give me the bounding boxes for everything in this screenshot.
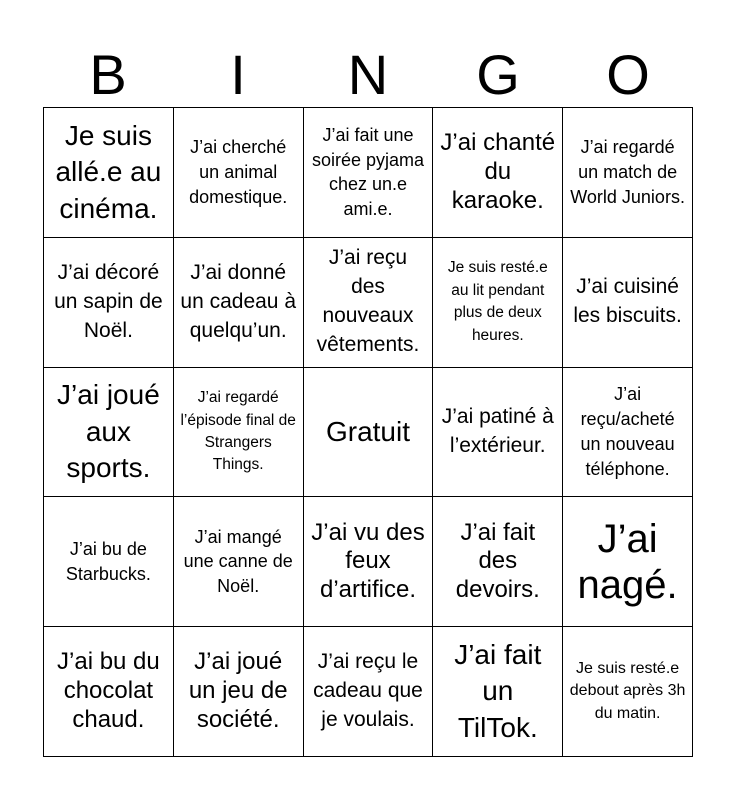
bingo-cell-text: J’ai donné un cadeau à quelqu’un. bbox=[180, 260, 296, 342]
header-letter-i: I bbox=[230, 43, 246, 106]
bingo-cell-text: J’ai décoré un sapin de Noël. bbox=[54, 260, 163, 342]
bingo-cell[interactable] bbox=[304, 497, 434, 627]
bingo-cell[interactable] bbox=[563, 108, 693, 238]
bingo-cell-text: J’ai vu des feux d’artifice. bbox=[311, 518, 425, 604]
header-letter-o: O bbox=[606, 43, 650, 106]
bingo-cell[interactable] bbox=[44, 497, 174, 627]
bingo-cell[interactable] bbox=[304, 627, 434, 757]
bingo-cell-text: Gratuit bbox=[325, 415, 410, 447]
bingo-cell[interactable] bbox=[44, 627, 174, 757]
bingo-cell-text: J’ai regardé un match de World Juniors. bbox=[570, 137, 685, 207]
bingo-cell[interactable] bbox=[174, 238, 304, 368]
bingo-cell[interactable] bbox=[44, 368, 174, 498]
header-letter-n: N bbox=[347, 43, 389, 106]
bingo-cell-text: J’ai regardé l’épisode final de Strangers Things. bbox=[180, 389, 296, 474]
bingo-cell[interactable] bbox=[304, 108, 434, 238]
bingo-cell[interactable] bbox=[563, 238, 693, 368]
bingo-cell-text: J’ai chanté du karaoke. bbox=[440, 129, 556, 214]
bingo-grid bbox=[43, 107, 693, 757]
bingo-cell-text: J’ai joué un jeu de société. bbox=[188, 648, 288, 733]
bingo-cell[interactable] bbox=[433, 238, 563, 368]
header-letter-b: B bbox=[89, 43, 127, 106]
bingo-cell-text: Je suis allé.e au cinéma. bbox=[55, 119, 162, 224]
bingo-cell-text: J’ai fait une soirée pyjama chez un.e ami.e. bbox=[311, 124, 425, 220]
bingo-cell-text: J’ai reçu/acheté un nouveau téléphone. bbox=[580, 384, 675, 479]
bingo-cell[interactable] bbox=[433, 497, 563, 627]
bingo-cell-text: J’ai bu du chocolat chaud. bbox=[57, 648, 160, 733]
header-letter-g: G bbox=[476, 43, 520, 106]
bingo-cell[interactable] bbox=[433, 108, 563, 238]
bingo-cell-text: J’ai joué aux sports. bbox=[57, 379, 160, 484]
bingo-cell[interactable] bbox=[563, 368, 693, 498]
bingo-cell-text: J’ai cuisiné les biscuits. bbox=[573, 275, 682, 328]
bingo-header bbox=[43, 40, 693, 110]
bingo-cell[interactable] bbox=[433, 627, 563, 757]
bingo-cell-text: J’ai fait un TilTok. bbox=[454, 639, 542, 743]
bingo-cell-text: J’ai bu de Starbucks. bbox=[65, 538, 151, 584]
bingo-cell[interactable] bbox=[304, 238, 434, 368]
bingo-cell-text: Je suis resté.e debout après 3h du matin. bbox=[569, 660, 686, 722]
bingo-cell[interactable] bbox=[433, 368, 563, 498]
bingo-cell-text: J’ai mangé une canne de Noël. bbox=[183, 526, 293, 597]
bingo-cell[interactable] bbox=[174, 627, 304, 757]
bingo-cell-text: J’ai reçu des nouveaux vêtements. bbox=[316, 246, 420, 357]
bingo-cell-text: J’ai patiné à l’extérieur. bbox=[441, 405, 554, 457]
bingo-cell[interactable] bbox=[44, 238, 174, 368]
bingo-cell[interactable] bbox=[563, 627, 693, 757]
bingo-cell-text: J’ai nagé. bbox=[577, 516, 678, 607]
bingo-cell[interactable] bbox=[563, 497, 693, 627]
bingo-cell-text: Je suis resté.e au lit pendant plus de deux heures. bbox=[447, 259, 548, 344]
bingo-cell-text: J’ai reçu le cadeau que je voulais. bbox=[313, 650, 423, 732]
bingo-cell[interactable] bbox=[174, 497, 304, 627]
bingo-cell-free[interactable] bbox=[304, 368, 434, 498]
bingo-cell[interactable] bbox=[174, 108, 304, 238]
bingo-cell-text: J’ai cherché un animal domestique. bbox=[189, 137, 288, 207]
bingo-cell[interactable] bbox=[174, 368, 304, 498]
bingo-cell-text: J’ai fait des devoirs. bbox=[455, 518, 540, 604]
bingo-cell[interactable] bbox=[44, 108, 174, 238]
